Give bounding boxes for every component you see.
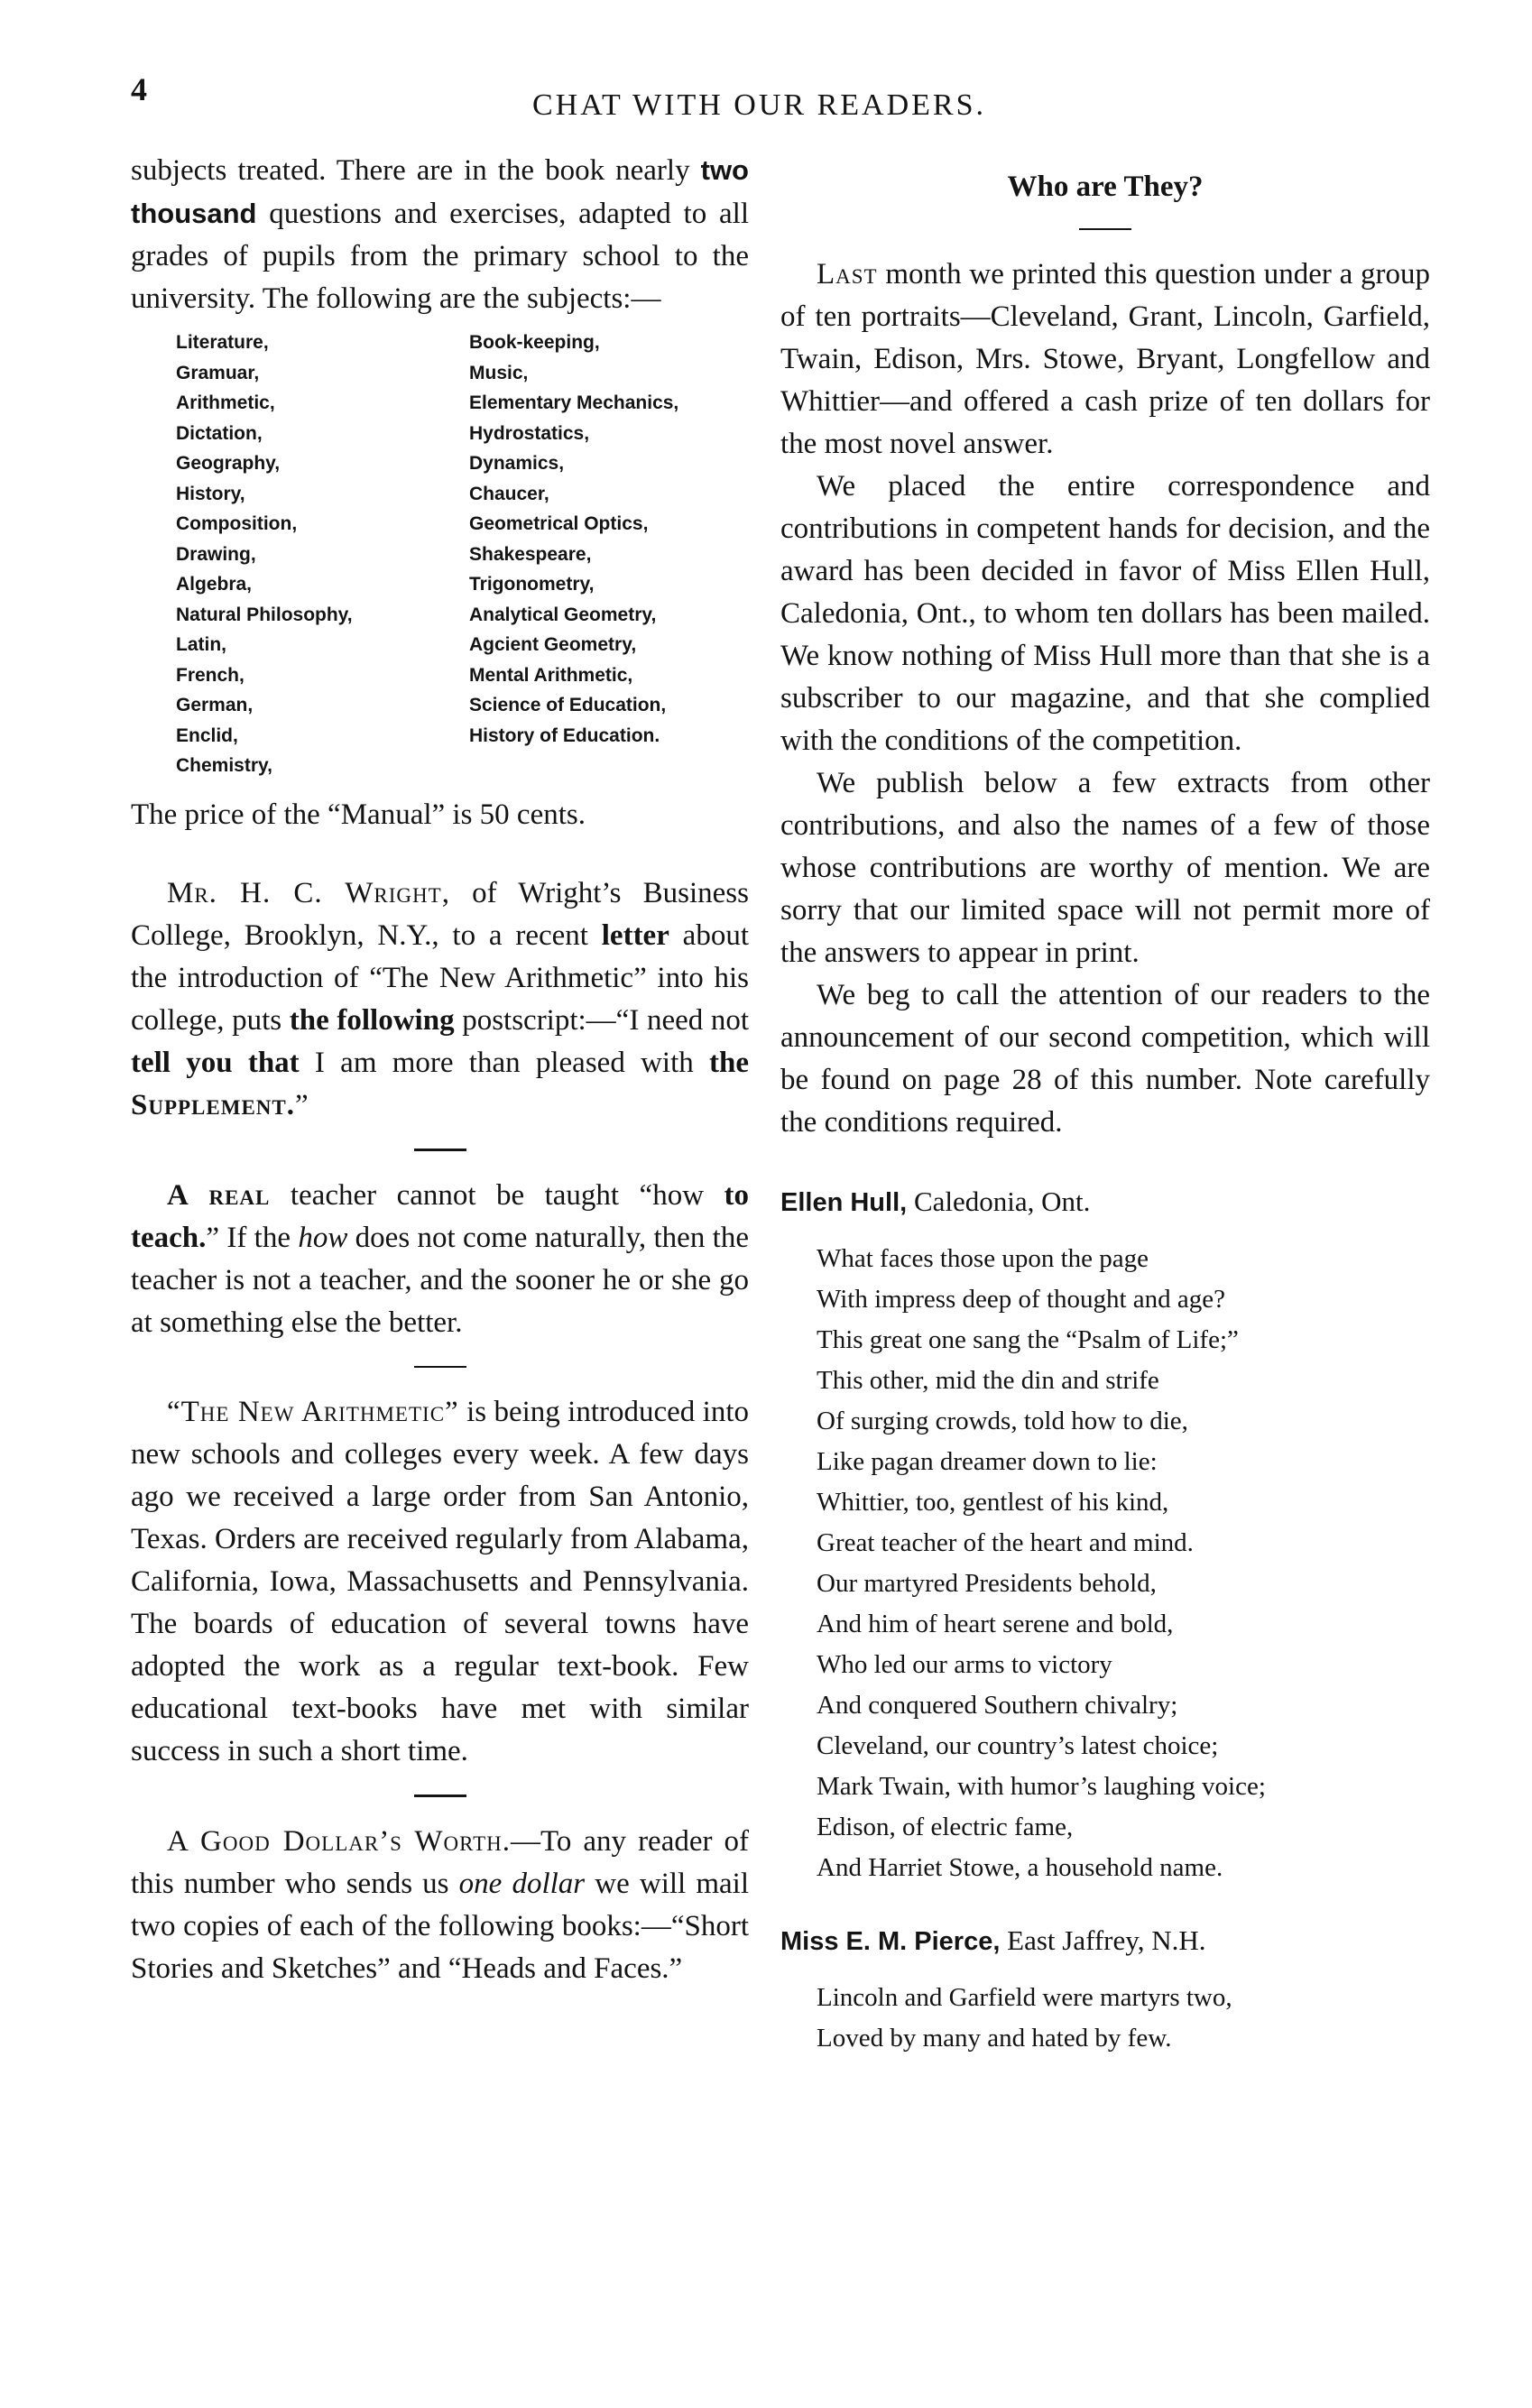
poem-line: This other, mid the din and strife [817, 1366, 1159, 1395]
subject-item: Chaucer, [469, 483, 549, 504]
subjects-list [176, 328, 749, 781]
intro-bold: two thousand [131, 154, 749, 229]
wright-text: postscript:—“I need not [454, 1003, 750, 1037]
section-divider [414, 1794, 466, 1797]
intro-text-2: questions and exercises, adapted to all grades of pupils from the primary school to the university. The following are the subjects:— [131, 198, 749, 315]
manual-price: The price of the “Manual” is 50 cents. [131, 798, 586, 831]
wright-name: Mr. H. C. Wright, [167, 876, 450, 909]
real-teacher-paragraph [131, 1175, 749, 1344]
poem-line: And him of heart serene and bold, [817, 1610, 1174, 1638]
dollar-italic: one dollar [458, 1867, 586, 1900]
arithmetic-text: is being introduced into new schools and colleges every week. A few days ago we received a large order from San Antonio, Texas. Orders are received regularly from Alabama, California, Iowa, Massachusetts and Pennsylvania. The boards of education of several towns have adopted the work as a regular text-book. Few educational text-books have met with similar success in such a short time. [131, 1395, 749, 1767]
subject-item: Elementary Mechanics, [469, 392, 679, 413]
left-column [131, 149, 749, 1990]
poem-line: This great one sang the “Psalm of Life;” [817, 1325, 1239, 1354]
subject-item: Chemistry, [176, 755, 272, 776]
poem-line: And conquered Southern chivalry; [817, 1691, 1178, 1720]
wright-text: I am more than pleased with [299, 1046, 709, 1079]
subject-item: Latin, [176, 634, 226, 655]
extracts-paragraph: We publish below a few extracts from other contributions, and also the names of a few of those whose contributions are worthy of mention. We are sorry that our limited space will not permit more of the answers to appear in print. [780, 767, 1430, 969]
subject-item: History, [176, 483, 245, 504]
section-divider [414, 1366, 466, 1368]
award-paragraph: We placed the entire correspondence and contributions in competent hands for decision, and the award has been decided in favor of Miss Ellen Hull, Caledonia, Ont., to whom ten dollars has been mailed. We know nothing of Miss Hull more than that she is a subscriber to our magazine, and that she complied with the conditions of the competition. [780, 470, 1430, 757]
poem-line: Of surging crowds, told how to die, [817, 1407, 1188, 1435]
wright-supplement: Supplement. [131, 1088, 295, 1121]
wright-text: about the introduction of “The New Arithmetic” into his college, puts [131, 918, 749, 1037]
subject-item: Dictation, [176, 422, 263, 444]
wright-bold: tell you that [131, 1046, 300, 1079]
teacher-text: does not come naturally, then the teacher is not a teacher, and the sooner he or she go at something else the better. [131, 1221, 749, 1339]
arithmetic-lead: “The New Arithmetic” [167, 1395, 459, 1428]
wright-text: ” [295, 1088, 309, 1121]
teacher-italic: how [298, 1221, 348, 1254]
announcement-paragraph [780, 254, 1430, 466]
contributor-name: Ellen Hull, [780, 1188, 908, 1217]
teacher-text: ” If the [206, 1221, 299, 1254]
teacher-bold: to teach. [131, 1178, 749, 1254]
announcement-text: month we printed this question under a group of ten portraits—Cleveland, Grant, Lincoln, Garfield, Twain, Edison, Mrs. Stowe, Bryant, Longfellow and Whittier—and offered a cash prize of ten dollars for the most novel answer. [780, 258, 1430, 460]
poem-line: Who led our arms to victory [817, 1650, 1112, 1679]
dollar-text: —To any reader of this number who sends us [131, 1824, 749, 1900]
who-are-they-heading: Who are They? [1007, 171, 1204, 203]
subject-item: Shakespeare, [469, 543, 592, 565]
section-divider [414, 1149, 466, 1151]
page-number: 4 [131, 71, 147, 107]
poem-line: Lincoln and Garfield were martyrs two, [817, 1983, 1232, 2012]
poem-line: What faces those upon the page [817, 1244, 1149, 1273]
subject-item: Book-keeping, [469, 332, 600, 353]
poem-e-m-pierce [817, 1978, 1430, 2059]
teacher-text: teacher cannot be taught “how [270, 1178, 724, 1212]
new-arithmetic-paragraph [131, 1391, 749, 1773]
second-competition-paragraph: We beg to call the attention of our readers to the announcement of our second competition, which will be found on page 28 of this number. Note carefully the conditions required. [780, 979, 1430, 1139]
subject-item: Science of Education, [469, 695, 667, 715]
poem-ellen-hull [817, 1239, 1430, 1888]
poem-line: Edison, of electric fame, [817, 1813, 1074, 1841]
poem-line: Mark Twain, with humor’s laughing voice; [817, 1772, 1266, 1801]
subjects-column-1 [176, 328, 469, 781]
section-divider [1079, 228, 1131, 230]
subject-item: Analytical Geometry, [469, 604, 657, 625]
announcement-lead: Last [817, 258, 878, 291]
subject-item: Algebra, [176, 574, 253, 595]
contributor-place: East Jaffrey, N.H. [1000, 1924, 1206, 1956]
contributor-place: Caledonia, Ont. [907, 1186, 1091, 1217]
wright-bold: the following [289, 1003, 455, 1037]
intro-text: subjects treated. There are in the book nearly [131, 154, 701, 187]
teacher-lead: A real [167, 1178, 271, 1212]
dollar-text: we will mail two copies of each of the following books:—“Short Stories and Sketches” and “Heads and Faces.” [131, 1867, 750, 1985]
poem-line: Cleveland, our country’s latest choice; [817, 1731, 1219, 1760]
good-dollar-paragraph [131, 1821, 749, 1990]
wright-bold: letter [601, 918, 669, 952]
subject-item: Geography, [176, 453, 281, 474]
subject-item: German, [176, 695, 254, 715]
subject-item: Enclid, [176, 724, 238, 746]
wright-bold: the [709, 1046, 749, 1079]
subject-item: Gramuar, [176, 362, 260, 383]
subject-item: Natural Philosophy, [176, 604, 353, 625]
dollar-lead: A Good Dollar’s Worth. [167, 1824, 512, 1858]
poem-line: And Harriet Stowe, a household name. [817, 1853, 1223, 1882]
subjects-column-2 [469, 328, 767, 781]
subject-item: French, [176, 664, 245, 686]
poem-line: Like pagan dreamer down to lie: [817, 1447, 1158, 1476]
subject-item: Trigonometry, [469, 574, 595, 595]
contributor-name: Miss E. M. Pierce, [780, 1927, 1001, 1956]
poem-line: Loved by many and hated by few. [817, 2024, 1172, 2053]
subject-item: Composition, [176, 513, 298, 534]
poem-line: With impress deep of thought and age? [817, 1285, 1226, 1314]
subject-item: Music, [469, 362, 529, 383]
running-head: CHAT WITH OUR READERS. [532, 88, 986, 122]
subject-item: Geometrical Optics, [469, 513, 649, 534]
subject-item: Dynamics, [469, 453, 565, 474]
contributor-e-m-pierce [780, 1921, 1430, 1961]
subject-item: Hydrostatics, [469, 422, 590, 444]
subject-item: Mental Arithmetic, [469, 664, 633, 686]
contributor-ellen-hull [780, 1182, 1430, 1222]
subject-item: History of Education. [469, 724, 660, 746]
wright-text: of Wright’s Business College, Brooklyn, N.Y., to a recent [131, 876, 749, 952]
poem-line: Great teacher of the heart and mind. [817, 1528, 1194, 1557]
poem-line: Our martyred Presidents behold, [817, 1569, 1157, 1598]
subject-item: Arithmetic, [176, 392, 275, 413]
subject-item: Drawing, [176, 543, 256, 565]
right-column [780, 149, 1430, 2059]
poem-line: Whittier, too, gentlest of his kind, [817, 1488, 1169, 1517]
manual-intro-paragraph [131, 149, 749, 320]
subject-item: Literature, [176, 332, 269, 353]
subject-item: Agcient Geometry, [469, 634, 637, 655]
wright-paragraph [131, 872, 749, 1127]
